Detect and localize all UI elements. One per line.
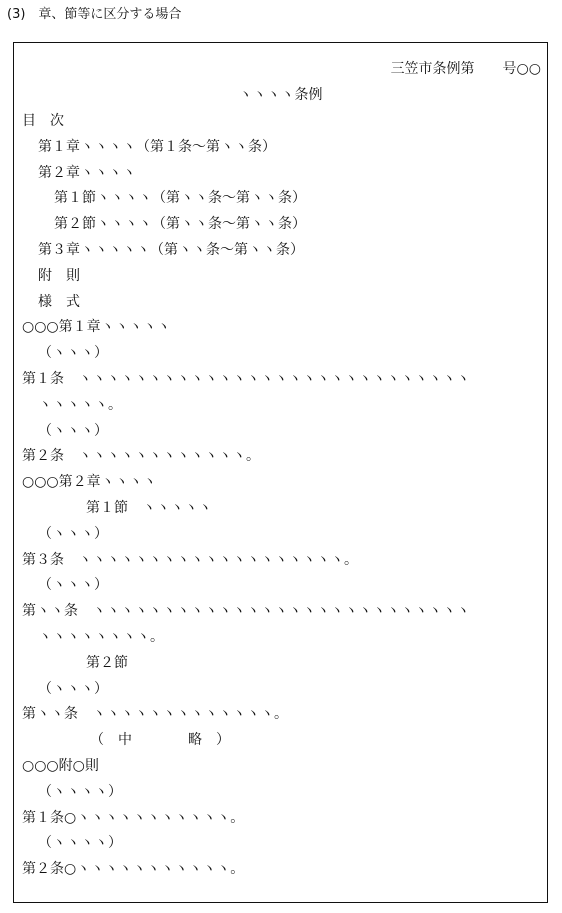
ordinance-number: 三笠市条例第 号○○: [390, 61, 541, 77]
ordinance-line: 第２条○ヽヽヽヽヽヽヽヽヽヽヽ。: [22, 861, 245, 877]
ordinance-line: 第３条 ヽヽヽヽヽヽヽヽヽヽヽヽヽヽヽヽヽヽヽ。: [22, 552, 358, 568]
ordinance-line: （ヽヽヽ）: [38, 345, 108, 361]
ordinance-line: ○○○第１章ヽヽヽヽヽ: [22, 319, 171, 335]
ordinance-line: 第１章ヽヽヽヽ（第１条～第ヽヽ条）: [38, 139, 276, 155]
ordinance-line: 第１条○ヽヽヽヽヽヽヽヽヽヽヽ。: [22, 810, 245, 826]
ordinance-line: 第３章ヽヽヽヽヽ（第ヽヽ条～第ヽヽ条）: [38, 242, 304, 258]
ordinance-line: （ 中 略 ）: [90, 732, 230, 748]
ordinance-line: ヽヽヽヽヽ。: [38, 397, 122, 413]
ordinance-line: 第２節: [86, 655, 128, 671]
ordinance-line: （ヽヽヽ）: [38, 577, 108, 593]
ordinance-line: ○○○第２章ヽヽヽヽ: [22, 474, 157, 490]
ordinance-line: 第ヽヽ条 ヽヽヽヽヽヽヽヽヽヽヽヽヽヽヽヽヽヽヽヽヽヽヽヽヽヽヽ: [22, 603, 470, 619]
ordinance-sample-box: [13, 42, 548, 903]
ordinance-line: （ヽヽヽ）: [38, 423, 108, 439]
ordinance-line: 第１節ヽヽヽヽ（第ヽヽ条～第ヽヽ条）: [54, 190, 306, 206]
ordinance-line: （ヽヽヽ）: [38, 681, 108, 697]
ordinance-line: ○○○附○則: [22, 758, 99, 774]
ordinance-line: 第１節 ヽヽヽヽヽ: [86, 500, 212, 516]
ordinance-line: 附 則: [38, 268, 80, 284]
ordinance-line: 第２条 ヽヽヽヽヽヽヽヽヽヽヽヽ。: [22, 448, 260, 464]
ordinance-line: （ヽヽヽ）: [38, 526, 108, 542]
ordinance-line: 第ヽヽ条 ヽヽヽヽヽヽヽヽヽヽヽヽヽ。: [22, 706, 288, 722]
ordinance-line: 第１条 ヽヽヽヽヽヽヽヽヽヽヽヽヽヽヽヽヽヽヽヽヽヽヽヽヽヽヽヽ: [22, 371, 470, 387]
ordinance-line: （ヽヽヽヽ）: [38, 835, 122, 851]
ordinance-line: ヽヽヽヽヽヽヽヽ。: [38, 629, 164, 645]
section-heading: (3) 章、節等に区分する場合: [7, 7, 182, 22]
ordinance-line: （ヽヽヽヽ）: [38, 784, 122, 800]
ordinance-line: 目 次: [22, 113, 64, 129]
ordinance-line: 第２節ヽヽヽヽ（第ヽヽ条～第ヽヽ条）: [54, 216, 306, 232]
ordinance-line: 様 式: [38, 294, 80, 310]
ordinance-line: 第２章ヽヽヽヽ: [38, 165, 136, 181]
ordinance-title: ヽヽヽヽ条例: [238, 87, 323, 103]
